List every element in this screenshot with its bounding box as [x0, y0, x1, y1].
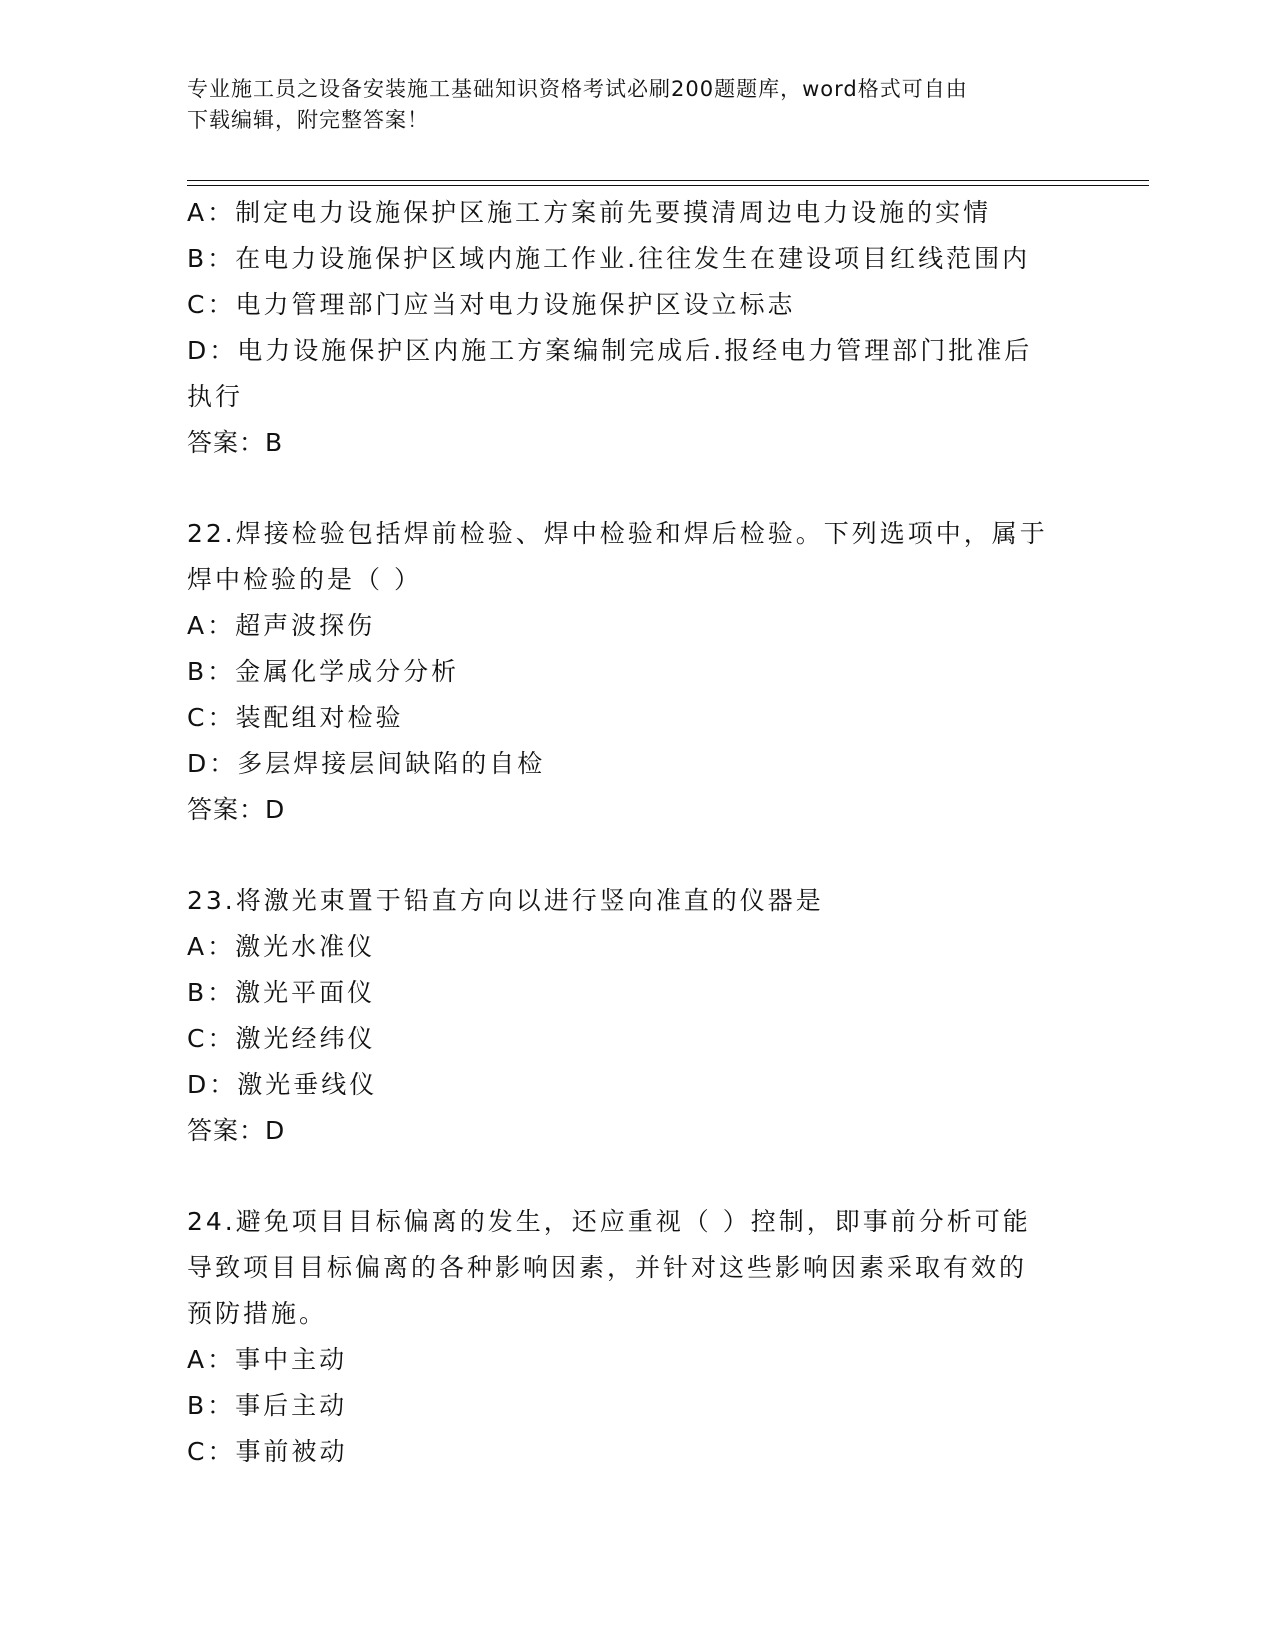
- question-spacer: [187, 833, 1067, 878]
- q22-question-continued: 焊中检验的是（ ）: [187, 565, 422, 594]
- q23-question: 23.将激光束置于铅直方向以进行竖向准直的仪器是: [187, 886, 824, 915]
- question-spacer: [187, 466, 1067, 511]
- q23-option-a: A：激光水准仪: [187, 932, 376, 961]
- q22-question: 22.焊接检验包括焊前检验、焊中检验和焊后检验。下列选项中，属于: [187, 519, 1048, 548]
- q21-answer: 答案：B: [187, 428, 284, 457]
- q24-question: 24.避免项目目标偏离的发生，还应重视（ ）控制，即事前分析可能: [187, 1207, 1031, 1236]
- q21-option-b: B：在电力设施保护区域内施工作业.往往发生在建设项目红线范围内: [187, 244, 1031, 273]
- question-22-block: [187, 511, 1067, 833]
- q22-option-d: D：多层焊接层间缺陷的自检: [187, 749, 546, 778]
- q22-option-b: B：金属化学成分分析: [187, 657, 460, 686]
- header-divider-top: [187, 180, 1149, 181]
- q24-option-a: A：事中主动: [187, 1345, 348, 1374]
- q21-option-d: D：电力设施保护区内施工方案编制完成后.报经电力管理部门批准后: [187, 336, 1033, 365]
- q24-question-continued-2: 预防措施。: [187, 1299, 328, 1328]
- document-header: [187, 74, 1087, 136]
- document-body: [187, 190, 1067, 1475]
- q23-option-d: D：激光垂线仪: [187, 1070, 378, 1099]
- q21-option-c: C：电力管理部门应当对电力设施保护区设立标志: [187, 290, 796, 319]
- header-line-2: 下载编辑，附完整答案！: [187, 108, 429, 132]
- question-23-block: [187, 878, 1067, 1154]
- q24-question-continued: 导致项目目标偏离的各种影响因素，并针对这些影响因素采取有效的: [187, 1253, 1028, 1282]
- question-24-block: [187, 1199, 1067, 1475]
- q21-option-a: A：制定电力设施保护区施工方案前先要摸清周边电力设施的实情: [187, 198, 992, 227]
- header-line-1: 专业施工员之设备安装施工基础知识资格考试必刷200题题库，word格式可自由: [187, 77, 968, 101]
- q24-option-c: C：事前被动: [187, 1437, 348, 1466]
- q21-option-d-continued: 执行: [187, 382, 244, 411]
- q24-option-b: B：事后主动: [187, 1391, 348, 1420]
- header-divider-bottom: [187, 185, 1149, 186]
- q22-option-c: C：装配组对检验: [187, 703, 404, 732]
- q23-option-b: B：激光平面仪: [187, 978, 376, 1007]
- question-spacer: [187, 1154, 1067, 1199]
- q22-option-a: A：超声波探伤: [187, 611, 376, 640]
- question-21-block: [187, 190, 1067, 466]
- q22-answer: 答案：D: [187, 795, 286, 824]
- q23-answer: 答案：D: [187, 1116, 286, 1145]
- q23-option-c: C：激光经纬仪: [187, 1024, 376, 1053]
